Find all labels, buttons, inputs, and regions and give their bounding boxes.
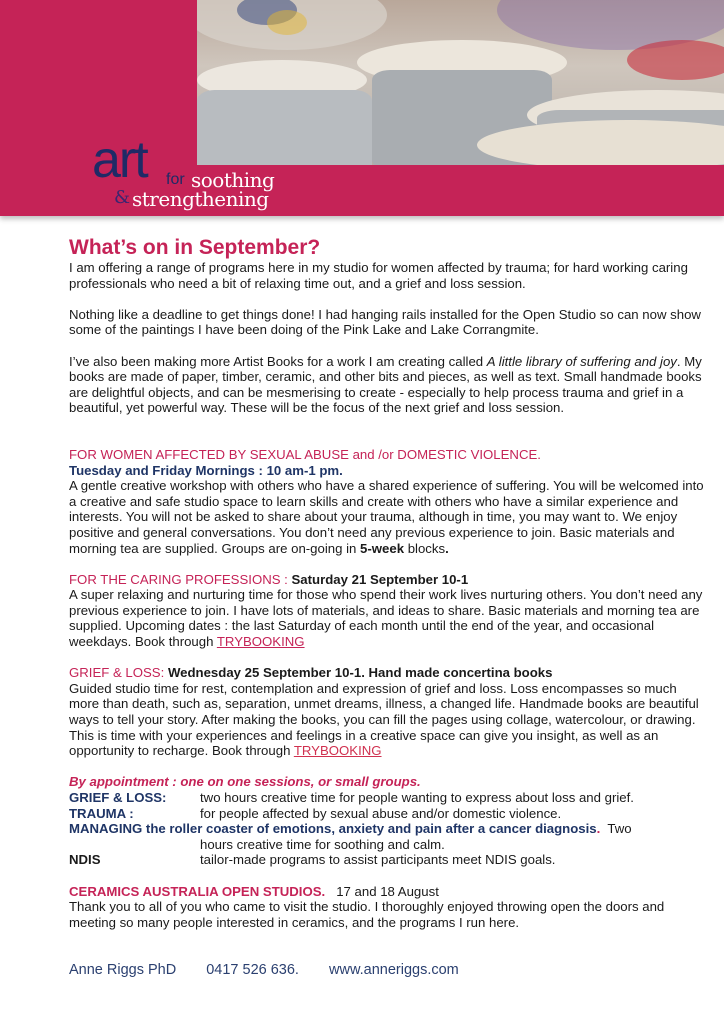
- logo-soothing: soothing: [191, 168, 275, 192]
- section-grief: [69, 665, 709, 759]
- section-women-body: A gentle creative workshop with others who have a shared experience of suffering. You will be welcomed into a creative and safe studio space to learn skills and create with others who have a similar experience and interests. You will not be asked to share about your trauma, although in time, you may want to. We enjoy positive and general conversations. You don’t need any previous experience to join. Basic materials and morning tea are supplied. Groups are on-going in 5-week blocks.: [69, 478, 704, 556]
- section-women-schedule: Tuesday and Friday Mornings : 10 am-1 pm.: [69, 462, 343, 478]
- section-women-heading: FOR WOMEN AFFECTED BY SEXUAL ABUSE and /or DOMESTIC VIOLENCE.: [69, 446, 541, 462]
- section-caring-body: A super relaxing and nurturing time for those who spend their work lives nurturing others. You don’t need any previous experience to join. I have lots of materials, and ideas to share. Basic materials and morning tea are supplied. Upcoming dates : the last Saturday of each month until the end of the year, and occasional weekdays. Book through TRYBOOKING: [69, 587, 703, 650]
- intro-paragraph-1: I am offering a range of programs here in my studio for women affected by trauma; for hard working caring professionals who need a bit of relaxing time out, and a grief and loss session.: [69, 260, 688, 291]
- footer-website[interactable]: www.anneriggs.com: [329, 962, 459, 978]
- trybooking-link-caring[interactable]: TRYBOOKING: [216, 634, 305, 650]
- appointment-item-trauma: TRAUMA : for people affected by sexual abuse and/or domestic violence.: [69, 805, 562, 821]
- appointment-item-managing: MANAGING the roller coaster of emotions, anxiety and pain after a cancer diagnosis. Two: [69, 821, 632, 837]
- section-grief-heading: GRIEF & LOSS: Wednesday 25 September 10-1. Hand made concertina books: [69, 665, 553, 681]
- header-photo: [197, 0, 724, 165]
- logo-for: for: [166, 171, 185, 188]
- logo-ampersand: &: [114, 187, 131, 208]
- section-caring: [69, 572, 709, 650]
- logo-art: art: [92, 131, 147, 189]
- main-content: [69, 236, 709, 930]
- section-appointment: [69, 774, 709, 868]
- section-grief-body: Guided studio time for rest, contemplation and expression of grief and loss. Loss encompasses so much more than death, such as, separation, unmet dreams, illness, a changed life. Handmade books are beautiful ways to tell your story. After making the books, you can fill the pages using collage, watercolour, or drawing. This is time with your experiences and feelings in a creative space can give you insight, as well as an opportunity to recharge. Book through TRYBOOKING: [69, 680, 699, 759]
- section-caring-heading: FOR THE CARING PROFESSIONS : Saturday 21 September 10-1: [69, 571, 469, 587]
- appointment-item-managing-cont: hours creative time for soothing and calm.: [200, 836, 445, 852]
- section-appointment-heading: By appointment : one on one sessions, or small groups.: [69, 774, 421, 790]
- section-women: [69, 447, 709, 556]
- section-ceramics-heading: CERAMICS AUSTRALIA OPEN STUDIOS. 17 and 18 August: [69, 883, 439, 899]
- logo-strengthening: strengthening: [132, 187, 269, 211]
- trybooking-link-grief[interactable]: TRYBOOKING: [293, 743, 382, 759]
- footer-name: Anne Riggs PhD: [69, 962, 177, 978]
- logo: [92, 131, 312, 212]
- page-title: What’s on in September?: [69, 236, 321, 259]
- footer: [69, 962, 485, 978]
- section-ceramics: [69, 884, 709, 931]
- footer-phone: 0417 526 636.: [206, 962, 299, 978]
- book-title: A little library of suffering and joy: [486, 353, 677, 369]
- appointment-item-ndis: NDIS tailor-made programs to assist participants meet NDIS goals.: [69, 852, 556, 868]
- header-banner: [0, 0, 724, 216]
- section-caring-date: Saturday 21 September 10-1: [291, 571, 469, 587]
- intro-paragraph-2: Nothing like a deadline to get things done! I had hanging rails installed for the Open Studio so can now show some of the paintings I have been doing of the Pink Lake and Lake Corrangmite.: [69, 306, 701, 338]
- artist-books-paragraph: I’ve also been making more Artist Books for a work I am creating called A little library of suffering and joy. My books are made of paper, timber, ceramic, and other bits and pieces, as well as text. Small handmade books are delightful objects, and can be mesmerising to create - especially to help process trauma and grief in a beautiful, yet powerful way. These will be the focus of the next grief and loss session.: [69, 353, 702, 416]
- section-grief-date: Wednesday 25 September 10-1. Hand made concertina books: [167, 665, 553, 681]
- appointment-item-grief: GRIEF & LOSS: two hours creative time for people wanting to express about loss and grief.: [69, 790, 634, 805]
- section-ceramics-body: Thank you to all of you who came to visit the studio. I thoroughly enjoyed throwing open the doors and meeting so many people interested in ceramics, and the programs I run here.: [69, 899, 665, 930]
